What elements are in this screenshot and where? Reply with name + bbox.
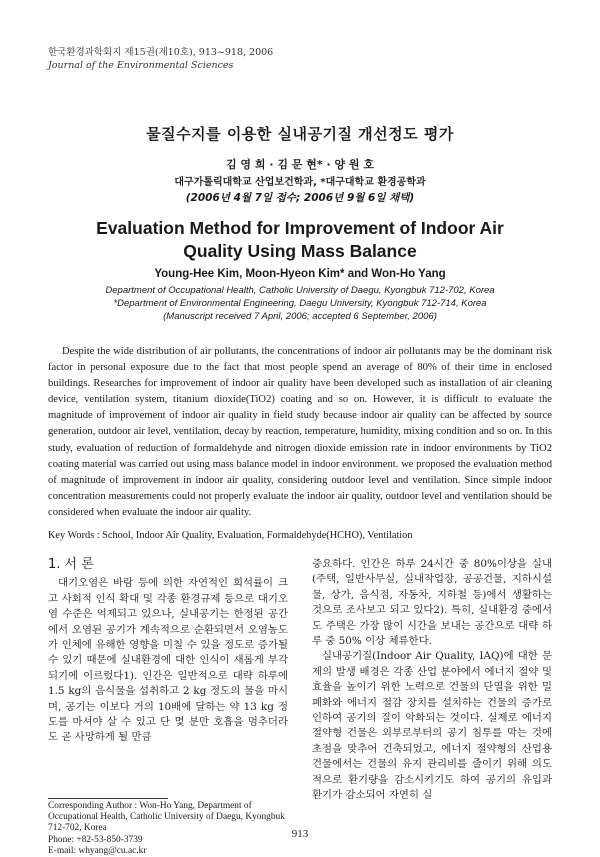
english-affiliations	[0, 284, 600, 323]
english-title-line1: Evaluation Method for Improvement of Indoor Air	[96, 218, 504, 238]
footnote-rule	[48, 798, 168, 799]
page-number: 913	[291, 828, 309, 840]
intro-paragraph-2: 실내공기질(Indoor Air Quality, IAQ)에 대한 문제의 발생 배경은 각종 산업 분야에서 에너지 절약 및 효율을 높이기 위한 노력으로 건물의 단열을 위한 밀폐화와 에너지 절감 장치를 설치하는 건물의 증가로 인하여 공기의 질이 악화되는 것이다. 실제로 에너지 절약형 건물은 외부로부터의 공기 침투를 막는 것에 초점을 맞추어 건축되었고, 에너지 절약형의 산업용 건물에서는 건물의 유지 관리비를 줄이기 위해 의도적으로 환기량을 감소시키기도 하여 공기의 유입과 환기가 감소되어 자연히 실	[312, 650, 552, 802]
english-affiliation-1: Department of Occupational Health, Catholic University of Daegu, Kyongbuk 712-702, Korea	[105, 285, 495, 296]
intro-paragraph-1: 대기오염은 바람 등에 의한 자연적인 희석률이 크고 사회적 인식 확대 및 각종 환경규제 등으로 대기오염 수준은 억제되고 있으나, 실내공기는 한정된 공간에서 오염된 공기가 계속적으로 순환되면서 오염농도가 인체에 유해한 영향을 미칠 수 있을 정도로 증가될 수 있기 때문에 실내환경에 대한 인식이 새롭게 부각되기에 이르렀다1). 인간은 일반적으로 대략 하루에 1.5 kg의 음식물을 섭취하고 2 kg 정도의 물을 마시며, 공기는 이보다 거의 10배에 달하는 약 13 kg 정도를 마셔야 살 수 있고 단 몇 분만 호흡을 멈추더라도 곧 사망하게 될 만큼	[48, 577, 288, 744]
abstract: Despite the wide distribution of air pollutants, the concentrations of indoor air pollutants may be the dominant risk factor in personal exposure due to the fact that most people spend an average of 80% of their time in enclosed buildings. Researches for improvement of indoor air quality have been developed such as installation of air cleaning device, ventilation system, titanium dioxide(TiO2) coating and so on. However, it is difficult to evaluate the magnitude of improvement of indoor air quality in field study because indoor air quality can be affected by source generation, outdoor air level, ventilation, decay by reaction, temperature, humidity, mixing condition and so on. In this study, evaluation of reduction of formaldehyde and nitrogen dioxide emission rate in indoor environments by TiO2 coating material was carried out using mass balance model in indoor environment. we proposed the evaluation method of magnitude of improvement in indoor air quality, considering outdoor level and ventilation. Since simple indoor concentration measurements could not properly evaluate the indoor air quality, outdoor level and ventilation should be considered when evaluate the indoor air quality.	[48, 346, 552, 518]
right-column	[312, 557, 552, 804]
english-authors: Young-Hee Kim, Moon-Hyeon Kim* and Won-Ho Yang	[154, 268, 446, 280]
author-email: E-mail: whyang@cu.ac.kr	[48, 845, 147, 856]
intro-paragraph-continued: 중요하다. 인간은 하루 24시간 중 80%이상을 실내(주택, 일반사무실, 실내작업장, 공공건물, 지하시설물, 상가, 음식점, 자동차, 지하철 등)에서 생활하는 것으로 조사보고 되고 있다2). 특히, 실내환경 중에서도 주택은 가장 많이 시간을 보내는 공간으로 대략 하루 중 50% 이상 체류한다.	[312, 558, 552, 648]
left-column	[48, 557, 288, 746]
korean-dates: (2006년 4월 7일 접수; 2006년 9월 6일 채택)	[185, 192, 415, 204]
korean-affiliation: 대구가톨릭대학교 산업보건학과, *대구대학교 환경공학과	[174, 177, 426, 188]
manuscript-dates: (Manuscript received 7 April, 2006; accepted 6 September, 2006)	[163, 311, 437, 322]
author-phone: Phone: +82-53-850-3739	[48, 834, 143, 845]
english-title-line2: Quality Using Mass Balance	[183, 241, 417, 261]
korean-title: 물질수지를 이용한 실내공기질 개선정도 평가	[146, 125, 454, 143]
english-title	[0, 217, 600, 263]
corresponding-author: Corresponding Author : Won-Ho Yang, Department of Occupational Health, Catholic University of Daegu, Kyongbuk 712-702, Korea	[48, 801, 285, 834]
running-header	[48, 46, 273, 72]
english-affiliation-2: *Department of Environmental Engineering, Daegu University, Kyongbuk 712-714, Korea	[113, 298, 487, 309]
section-heading: 1. 서 론	[48, 557, 94, 572]
journal-name: Journal of the Environmental Sciences	[48, 60, 234, 71]
keywords: Key Words : School, Indoor Air Quality, Evaluation, Formaldehyde(HCHO), Ventilation	[48, 530, 413, 541]
korean-authors: 김 영 희 · 김 문 현* · 양 원 호	[225, 158, 375, 171]
journal-citation: 한국환경과학회지 제15권(제10호), 913~918, 2006	[48, 47, 274, 58]
